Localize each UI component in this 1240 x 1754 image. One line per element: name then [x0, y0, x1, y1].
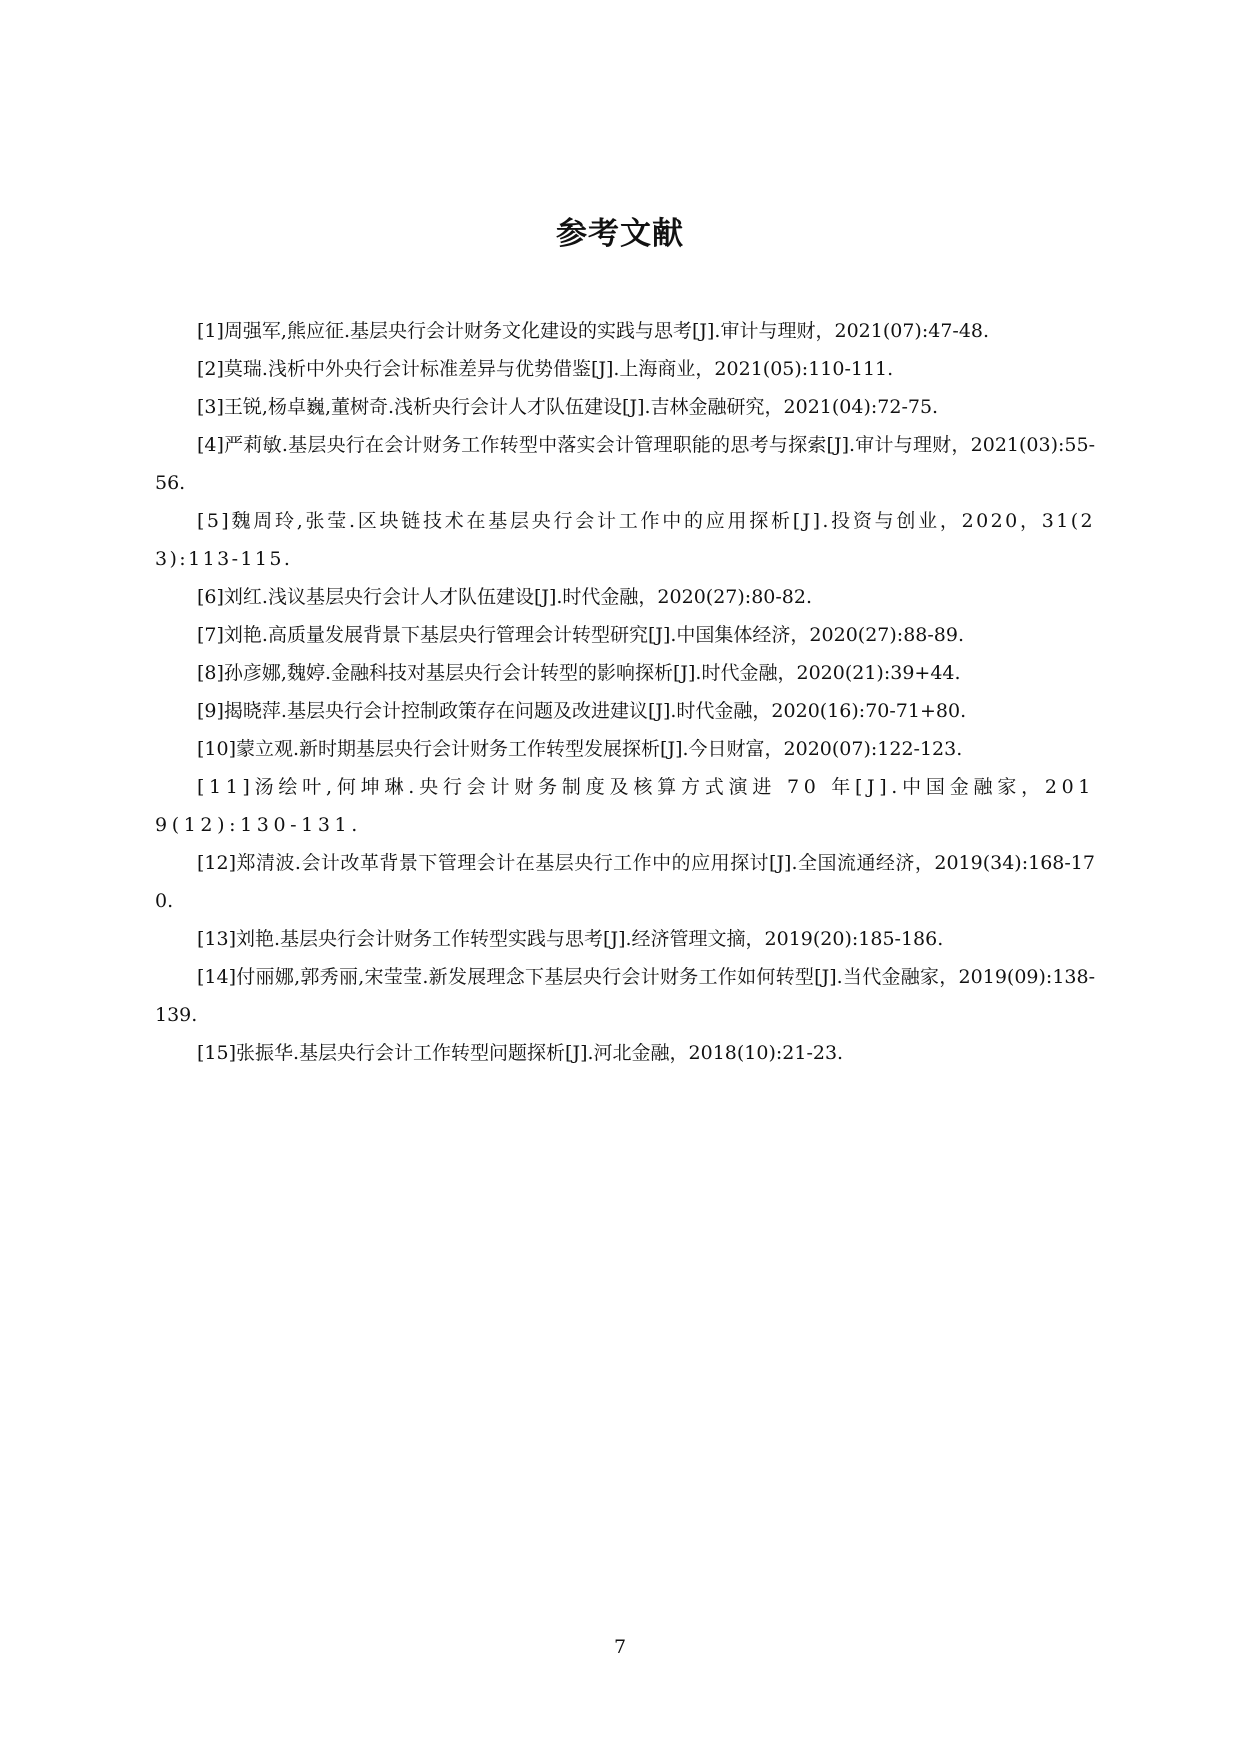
- page-number: 7: [613, 1636, 627, 1658]
- reference-item: [9]揭晓萍.基层央行会计控制政策存在问题及改进建议[J].时代金融，2020(16):70-71+80.: [197, 700, 967, 722]
- reference-item: [1]周强军,熊应征.基层央行会计财务文化建设的实践与思考[J].审计与理财，2021(07):47-48.: [197, 320, 990, 342]
- reference-item: [4]严莉敏.基层央行在会计财务工作转型中落实会计管理职能的思考与探索[J].审计与理财，2021(03):55-56.: [155, 434, 1095, 494]
- reference-item: [10]蒙立观.新时期基层央行会计财务工作转型发展探析[J].今日财富，2020(07):122-123.: [197, 738, 963, 760]
- reference-item: [3]王锐,杨卓巍,董树奇.浅析央行会计人才队伍建设[J].吉林金融研究，2021(04):72-75.: [197, 396, 939, 418]
- reference-item: [13]刘艳.基层央行会计财务工作转型实践与思考[J].经济管理文摘，2019(20):185-186.: [197, 928, 944, 950]
- reference-item: [2]莫瑞.浅析中外央行会计标准差异与优势借鉴[J].上海商业，2021(05):110-111.: [197, 358, 894, 380]
- reference-item: [8]孙彦娜,魏婷.金融科技对基层央行会计转型的影响探析[J].时代金融，2020(21):39+44.: [197, 662, 961, 684]
- reference-item: [15]张振华.基层央行会计工作转型问题探析[J].河北金融，2018(10):21-23.: [197, 1042, 844, 1064]
- reference-item: [6]刘红.浅议基层央行会计人才队伍建设[J].时代金融，2020(27):80-82.: [197, 586, 813, 608]
- page-title: 参考文献: [556, 216, 684, 252]
- reference-item: [5]魏周玲,张莹.区块链技术在基层央行会计工作中的应用探析[J].投资与创业，2020，31(23):113-115.: [155, 510, 1095, 570]
- reference-item: [7]刘艳.高质量发展背景下基层央行管理会计转型研究[J].中国集体经济，2020(27):88-89.: [197, 624, 965, 646]
- reference-list: [155, 312, 1095, 1072]
- reference-item: [12]郑清波.会计改革背景下管理会计在基层央行工作中的应用探讨[J].全国流通经济，2019(34):168-170.: [155, 852, 1095, 912]
- reference-item: [11]汤绘叶,何坤琳.央行会计财务制度及核算方式演进 70 年[J].中国金融家，2019(12):130-131.: [155, 776, 1095, 836]
- reference-item: [14]付丽娜,郭秀丽,宋莹莹.新发展理念下基层央行会计财务工作如何转型[J].当代金融家，2019(09):138-139.: [155, 966, 1095, 1026]
